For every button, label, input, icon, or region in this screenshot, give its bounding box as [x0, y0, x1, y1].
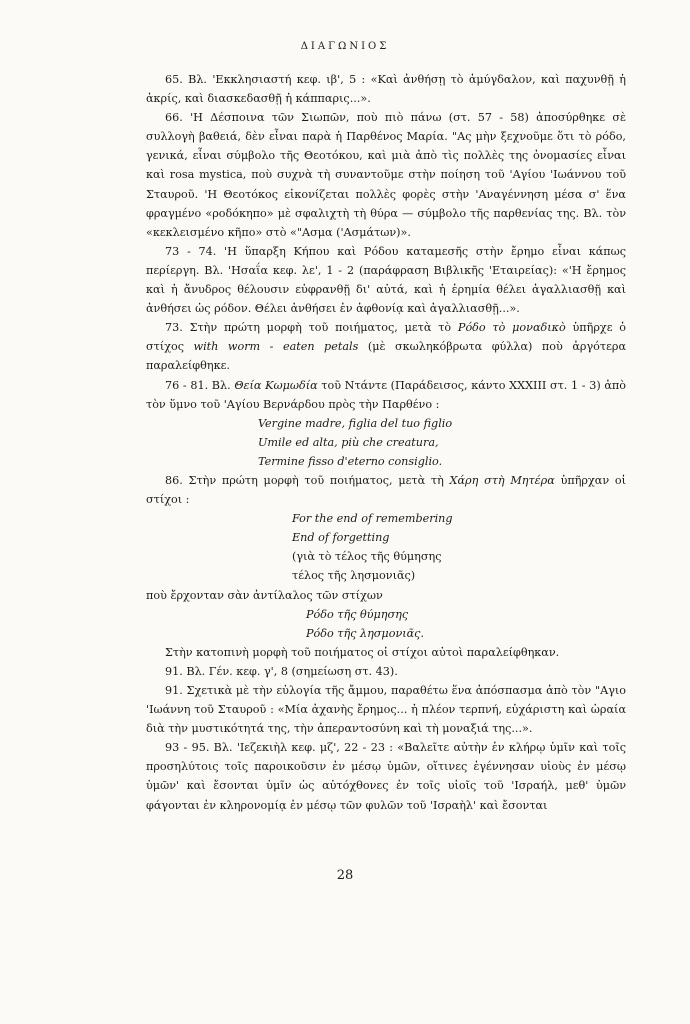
note-73	[146, 318, 626, 375]
eliot-verse-1: For the end of remembering	[292, 512, 453, 526]
note-91-a: 91. Βλ. Γέν. κεφ. γ', 8 (σημείωση στ. 43).	[165, 664, 398, 678]
note-73-italic-1: Ρόδο τὸ μοναδικὸ	[457, 321, 566, 335]
translation-line-1: (γιὰ τὸ τέλος τῆς θύμησης	[292, 550, 442, 564]
note-66: 66. 'Η Δέσποινα τῶν Σιωπῶν, ποὺ πιὸ πάνω (στ. 57 - 58) ἀποσύρθηκε σὲ συλλογὴ βαθειά, δὲν εἶναι παρὰ ἡ Παρθένος Μαρία. "Ας μὴν ξεχνοῦμε ὅτι τὸ ρόδο, γενικά, εἶναι σύμβολο τῆς Θεοτόκου, καὶ μιὰ ἀπὸ τὶς πολλὲς της ὀνομασίες εἶναι καὶ rosa mystica, ποὺ συχνὰ τὴ συναντοῦμε στὴν ποίηση τοῦ 'Αγίου 'Ιωάννου τοῦ Σταυροῦ. 'Η Θεοτόκος εἰκονίζεται πολλὲς φορὲς στὴν 'Αναγέννηση μέσα σ' ἕνα φραγμένο «ροδόκηπο» μὲ σφαλιχτὴ τὴ θύρα — σύμβολο τῆς παρθενίας της. Βλ. τὸν «κεκλεισμένο κῆπο» στὸ «"Ασμα ('Ασμάτων)».	[146, 111, 626, 239]
note-76-text-2: τοῦ Ντάντε (Παράδεισος, κάντο XXXIII στ. 1 - 3) ἀπὸ τὸν ὕμνο τοῦ 'Αγίου Βερνάρδου πρὸς τὴν Παρθένο :	[146, 378, 626, 411]
note-73-italic-2: with worm - eaten petals	[193, 340, 359, 354]
note-86	[146, 471, 626, 509]
dante-verse-2: Umile ed alta, più che creatura,	[258, 435, 439, 449]
note-76-81	[146, 376, 626, 414]
greek-verse-2: Ρόδο τῆς λησμονιᾶς.	[306, 626, 425, 640]
translation-line-2: τέλος τῆς λησμονιᾶς)	[292, 569, 416, 583]
note-73-text-1: 73. Στὴν πρώτη μορφὴ τοῦ ποιήματος, μετὰ τὸ	[165, 321, 458, 335]
note-76-text-1: 76 - 81. Βλ.	[165, 378, 235, 392]
note-86-closing: Στὴν κατοπινὴ μορφὴ τοῦ ποιήματος οἱ στίχοι αὐτοὶ παραλείφθηκαν.	[165, 645, 560, 659]
notes-body	[146, 70, 626, 815]
note-91-b: 91. Σχετικὰ μὲ τὴν εὐλογία τῆς ἄμμου, παραθέτω ἕνα ἀπόσπασμα ἀπὸ τὸν "Αγιο 'Ιωάννη τοῦ Σταυροῦ : «Μία ἀχανὴς ἔρημος... ἡ πλέον τερπνή, εὐχάριστη καὶ ὡραία διὰ τὴν μυστικότητά της, τὴν ἀπεραντοσύνη καὶ τὴ μοναξιά της...».	[146, 684, 626, 736]
running-head: ΔΙΑΓΩΝΙΟΣ	[300, 41, 390, 52]
page-number: 28	[336, 868, 354, 883]
note-86-text-2: ὑπῆρχαν οἱ στίχοι :	[146, 473, 626, 507]
note-93-95: 93 - 95. Βλ. 'Ιεζεκιὴλ κεφ. μζ', 22 - 23 : «Βαλεῖτε αὐτὴν ἐν κλήρῳ ὑμῖν καὶ τοῖς προσηλύτοις τοῖς παροικοῦσιν ἐν μέσῳ ὑμῶν, οἵτινες ἐγέννησαν υἱοὺς ἐν μέσῳ ὑμῶν' καὶ ἔσονται ὑμῖν ὡς αὐτόχθονες ἐν τοῖς υἱοῖς τοῦ 'Ισραήλ, μεθ' ὑμῶν φάγονται ἐν κληρονομίᾳ ἐν μέσῳ τῶν φυλῶν τοῦ 'Ισραὴλ' καὶ ἔσονται	[146, 741, 626, 812]
note-73-text-3: (μὲ σκωληκόβρωτα φύλλα) ποὺ ἀργότερα παραλείφθηκε.	[146, 340, 626, 373]
eliot-verse-2: End of forgetting	[292, 531, 390, 545]
note-86-text-1: 86. Στὴν πρώτη μορφὴ τοῦ ποιήματος, μετὰ τὴ	[165, 473, 450, 487]
note-86-italic: Χάρη στὴ Μητέρα	[449, 473, 555, 487]
note-65: 65. Βλ. 'Εκκλησιαστή κεφ. ιβ', 5 : «Καὶ ἀνθήσῃ τὸ ἀμύγδαλον, καὶ παχυνθῇ ἡ ἀκρίς, καὶ διασκεδασθῇ ἡ κάππαρις...».	[146, 73, 626, 106]
connector-line: ποὺ ἔρχονταν σὰν ἀντίλαλος τῶν στίχων	[146, 588, 383, 602]
note-76-italic: Θεία Κωμωδία	[234, 378, 318, 392]
note-73-text-2: ὑπῆρχε ὁ στίχος	[146, 321, 627, 354]
dante-verse-1: Vergine madre, figlia del tuo figlio	[258, 416, 453, 430]
dante-verse-3: Termine fisso d'eterno consiglio.	[258, 454, 443, 468]
note-73-74: 73 - 74. 'Η ὕπαρξη Κήπου καὶ Ρόδου καταμεσῆς στὴν ἔρημο εἶναι κάπως περίεργη. Βλ. 'Ησαΐα κεφ. λε', 1 - 2 (παράφραση Βιβλικῆς 'Εταιρείας): «'Η ἔρημος καὶ ἡ ἄνυδρος θέλουσιν εὐφρανθῇ δι' αὐτά, καὶ ἡ ἐρημία θέλει ἀγαλλιασθῇ καὶ ἀνθήσει ὡς ρόδον. Θέλει ἀνθήσει ἐν ἀφθονίᾳ καὶ ἀγαλλιασθῇ...».	[146, 244, 626, 316]
greek-verse-1: Ρόδο τῆς θύμησης	[306, 607, 409, 621]
